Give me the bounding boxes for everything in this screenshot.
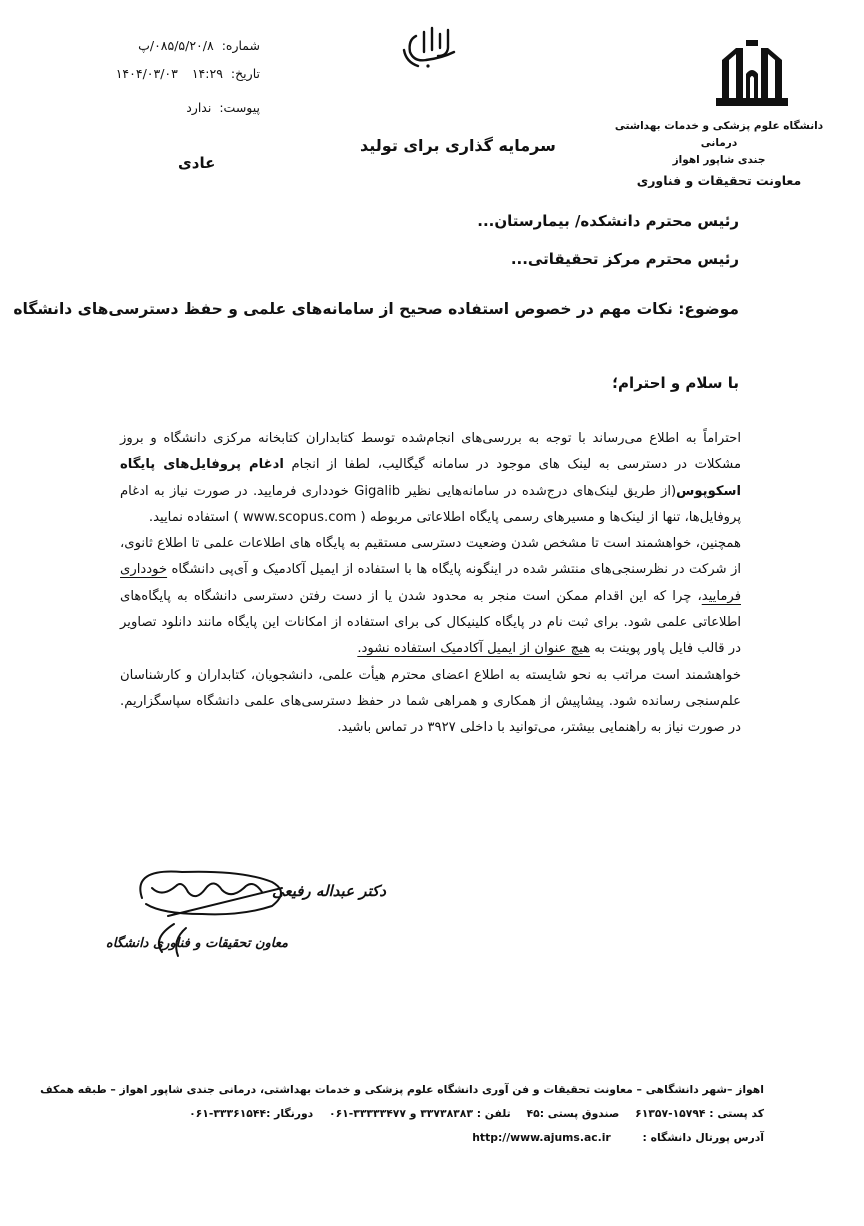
footer-portal-label: آدرس پورتال دانشگاه : — [642, 1131, 764, 1144]
p2-underlined-1: خودداری — [120, 562, 168, 578]
signature-handwritten-name: دکتر عبداله رفیعی — [272, 882, 386, 900]
footer-postal-code: کد پستی : ۱۵۷۹۴-۶۱۳۵۷ — [635, 1107, 764, 1120]
recipient-1: رئیس محترم دانشکده/ بیمارستان... — [477, 212, 739, 230]
footer-fax: دورنگار :۳۳۳۶۱۵۴۴-۰۶۱ — [189, 1107, 314, 1120]
organization-block — [614, 118, 824, 191]
recipients — [477, 202, 739, 278]
paragraph-3: خواهشمند است مراتب به نحو شایسته به اطلاع اعضای محترم هیأت علمی، دانشجویان، کتابداران و کارشناسان علم‌سنجی رسانده شود. پیشاپیش از همکاری و همراهی شما در حفظ دسترسی‌های علمی دانشگاه سپاسگزاریم. در صورت نیاز به راهنمایی بیشتر، می‌توانید با داخلی ۳۹۲۷ در تماس باشید. — [120, 667, 741, 736]
footer-phone: تلفن : ۳۳۷۳۸۳۸۳ و ۳۳۳۳۳۴۷۷-۰۶۱ — [328, 1107, 511, 1120]
number-label: شماره: — [221, 38, 260, 53]
footer-portal-link[interactable]: http://www.ajums.ac.ir — [472, 1131, 611, 1144]
p1-text-a: احتراماً به اطلاع می‌رساند با توجه به بررسی‌های انجام‌شده توسط کتابداران کتابخانه مرکزی دانشگاه و بروز مشکلات در دسترسی به لینک های موجود در سامانه گیگالیب، لطفا از انجام — [120, 431, 742, 473]
footer-po-box: صندوق پستی :۴۵ — [526, 1107, 620, 1120]
footer-contacts — [120, 1102, 764, 1126]
greeting: با سلام و احترام؛ — [612, 374, 739, 392]
subject-line: موضوع: نکات مهم در خصوص استفاده صحیح از سامانه‌های علمی و حفظ دسترسی‌های دانشگاه — [13, 300, 739, 318]
university-logo-icon — [716, 40, 788, 106]
recipient-2: رئیس محترم مرکز تحقیقاتی... — [510, 250, 739, 268]
p2-text-a: همچنین، خواهشمند است تا مشخص شدن وضعیت دسترسی مستقیم به پایگاه های اطلاعات علمی تا اطلاع ثانوی، از شرکت در نظرسنجی‌های منتشر شده در اینگونه پایگاه ها با استفاده از ایمیل آکادمیک و آی‌پی دانشگاه — [120, 536, 741, 578]
classification-label: عادی — [178, 154, 216, 172]
org-line-1: دانشگاه علوم پزشکی و خدمات بهداشتی درمانی — [614, 120, 824, 149]
p1-text-b: (از طریق لینک‌های درج‌شده در سامانه‌هایی نظیر Gigalib خودداری فرمایید. در صورت نیاز به ادغام پروفایل‌ها، تنها از لینک‌ها و مسیرهای رسمی پایگاه اطلاعاتی مربوطه ( www.scopus.com ) استفاده نمایید. — [120, 483, 741, 525]
p2-underlined-2: فرمایید — [701, 588, 741, 604]
attachment-label: پیوست: — [219, 100, 260, 115]
p2-underlined-3: هیچ عنوان از ایمیل آکادمیک استفاده نشود. — [357, 641, 591, 657]
footer-address: اهواز –شهر دانشگاهی – معاونت تحقیقات و فن آوری دانشگاه علوم پزشکی و خدمات بهداشتی، درمانی جندی شاپور اهواز – طبقه همکف — [40, 1083, 764, 1096]
bismillah-calligraphy-icon — [398, 22, 458, 72]
letter-meta — [110, 40, 260, 126]
number-value: ۰۸۵/۵/۲۰/۸/پ — [138, 38, 214, 53]
slogan: سرمایه گذاری برای تولید — [360, 136, 556, 155]
letter-body — [120, 426, 741, 742]
p1-bold-text: ادغام پروفایل‌های پایگاه اسکوپوس — [120, 457, 741, 499]
org-line-2: جندی شاپور اهواز — [672, 153, 766, 166]
time-value: ۱۴:۲۹ — [191, 66, 223, 81]
date-label: تاریخ: — [230, 66, 260, 81]
p2-text-b: ، چرا که این اقدام ممکن است منجر به محدود شدن یا از دست رفتن دسترسی دانشگاه به پایگاه‌های اطلاعاتی علمی شود. برای ثبت نام در پایگاه کلینیکال کی برای استفاده از امکانات این پایگاه مانند دانلود تصاویر در قالب فایل پاور پوینت به — [120, 588, 741, 657]
org-department: معاونت تحقیقات و فناوری — [636, 173, 802, 189]
paragraph-2 — [120, 531, 741, 662]
attachment-value: ندارد — [186, 100, 212, 115]
letter-footer — [40, 1078, 764, 1150]
date-value: ۱۴۰۴/۰۳/۰۳ — [115, 66, 178, 81]
signatory-title: معاون تحقیقات و فناوری دانشگاه — [105, 936, 288, 951]
paragraph-1 — [120, 426, 741, 531]
footer-portal — [120, 1126, 764, 1150]
